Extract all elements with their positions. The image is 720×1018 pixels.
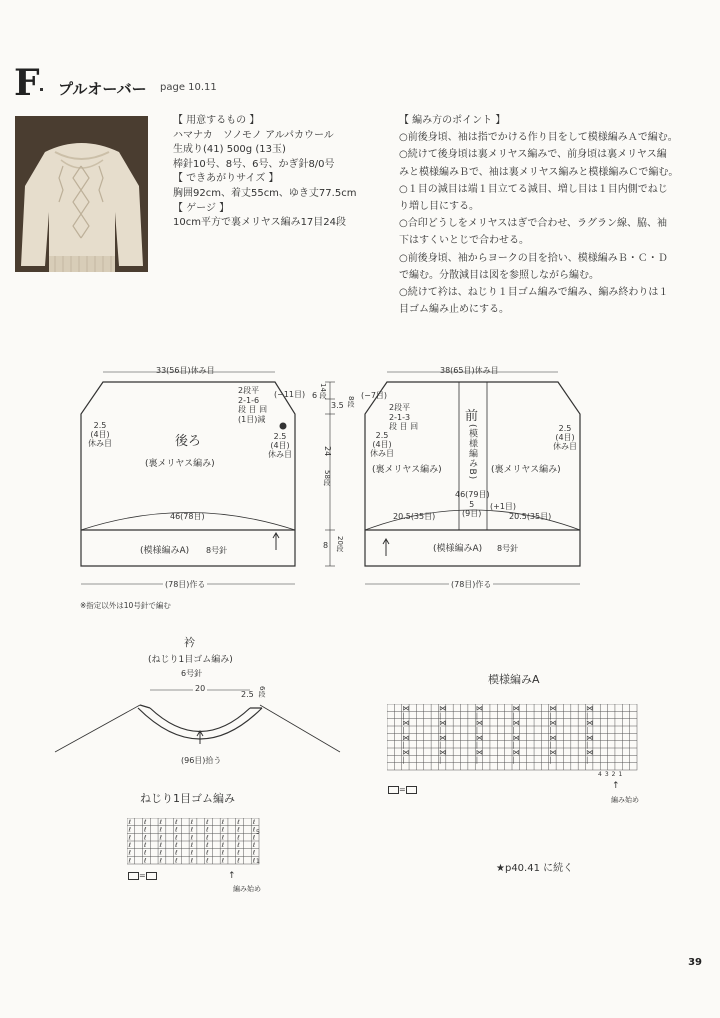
- twisted-knit-symbol: ℓ: [190, 826, 194, 834]
- materials-line: 胸囲92cm、着丈55cm、ゆき丈77.5cm: [173, 187, 357, 199]
- materials-line: ハマナカ ソノモノ アルパカウール: [173, 129, 334, 141]
- front-left-width: 20.5(35目): [393, 512, 436, 521]
- twisted-knit-symbol: ℓ: [206, 826, 209, 834]
- points-line: り増し目にする。: [399, 201, 479, 213]
- back-marker-dot: [280, 423, 287, 430]
- twisted-knit-symbol: ℓ: [237, 826, 240, 834]
- pattern-a-symbol: |: [475, 741, 479, 750]
- twisted-knit-symbol: ℓ: [237, 819, 240, 826]
- points-line: みと模様編みＢで、袖は裏メリヤス編みと模様編みＣで編む。: [399, 166, 679, 178]
- pattern-a-symbol: ⋈: [475, 719, 483, 728]
- points-line: ○前後身頃、袖からヨークの目を拾い、模様編みＢ・Ｃ・Ｄ: [399, 252, 668, 264]
- back-dec-count: (−11目): [274, 390, 306, 399]
- side-dim-4-rows: 20段: [336, 536, 344, 552]
- back-width: 46(78目): [170, 512, 205, 521]
- twisted-knit-symbol: ℓ: [190, 842, 194, 849]
- page-reference: page 10.11: [160, 82, 217, 93]
- side-dim-1-rows: 14段: [319, 383, 327, 399]
- twisted-knit-symbol: ℓ: [128, 826, 131, 834]
- pattern-a-symbol: ⋈: [475, 733, 483, 742]
- twisted-knit-symbol: ℓ: [175, 834, 178, 842]
- side-dim-3: 24: [323, 446, 332, 457]
- front-rib-needle: 8号針: [497, 544, 519, 553]
- twisted-knit-symbol: ℓ: [237, 834, 240, 842]
- rib-chart-title: ねじり1目ゴム編み: [140, 792, 235, 805]
- twisted-knit-symbol: ℓ: [252, 834, 256, 842]
- pattern-a-symbol: ⋈: [586, 704, 594, 713]
- pattern-a-symbol: ⋈: [512, 733, 520, 742]
- pattern-a-symbol: ⋈: [512, 704, 520, 713]
- pattern-a-symbol: |: [586, 711, 589, 720]
- points-line: 目ゴム編み止めにする。: [399, 304, 509, 316]
- side-dim-1: 6: [312, 391, 318, 400]
- collar-needle: 6号針: [181, 669, 203, 678]
- twisted-knit-symbol: ℓ: [175, 857, 178, 865]
- continued-note: ★p40.41 に続く: [496, 863, 574, 874]
- front-width: 46(79目): [455, 490, 490, 499]
- points-line: ○続けて後身頃は裏メリヤス編みで、前身頃は裏メリヤス編: [399, 149, 667, 161]
- twisted-knit-symbol: ℓ: [159, 842, 163, 849]
- twisted-knit-symbol: ℓ: [175, 849, 178, 857]
- pattern-a-symbol: ⋈: [512, 719, 520, 728]
- pattern-a-symbol: |: [586, 741, 589, 750]
- front-right-rest: 2.5 (4目) 休み目: [553, 424, 577, 451]
- back-rib-needle: 8号針: [206, 546, 228, 555]
- collar-depth: 2.5: [241, 690, 254, 699]
- front-panel: (模様編みB): [467, 424, 477, 481]
- front-left-rest: 2.5 (4目) 休み目: [370, 431, 394, 458]
- points-line: ○前後身頃、袖は指でかける作り目をして模様編みＡで編む。: [399, 132, 678, 144]
- twisted-knit-symbol: ℓ: [237, 849, 240, 857]
- pattern-a-symbol: ⋈: [549, 733, 557, 742]
- pattern-a-symbol: ⋈: [402, 733, 410, 742]
- twisted-knit-symbol: ℓ: [221, 826, 225, 834]
- twisted-knit-symbol: ℓ: [221, 842, 225, 849]
- materials-line: 【 ゲージ 】: [173, 202, 230, 214]
- back-left-rest: 2.5 (4目) 休み目: [88, 421, 112, 448]
- twisted-knit-symbol: ℓ: [159, 819, 163, 826]
- pattern-a-symbol: |: [402, 711, 405, 720]
- rib-start-arrow: ↑: [228, 871, 236, 881]
- front-right-stitch: (裏メリヤス編み): [491, 465, 561, 475]
- pattern-a-col-nums: 4321: [598, 771, 626, 778]
- pattern-a-symbol: |: [438, 726, 442, 735]
- twisted-knit-symbol: ℓ: [206, 849, 209, 857]
- rib-start-label: 編み始め: [233, 885, 261, 893]
- twisted-knit-symbol: ℓ: [206, 842, 209, 849]
- pattern-a-symbol: ⋈: [586, 733, 594, 742]
- back-rib-label: (模様編みA): [140, 546, 190, 556]
- materials-line: 10cm平方で裏メリヤス編み17目24段: [173, 217, 347, 229]
- twisted-knit-symbol: ℓ: [252, 857, 256, 865]
- pattern-a-start-arrow: ↑: [612, 781, 620, 791]
- twisted-knit-symbol: ℓ: [175, 819, 178, 826]
- collar-width: 20: [195, 684, 206, 693]
- pattern-a-symbol: |: [549, 711, 552, 720]
- points-line: 【 編み方のポイント 】: [399, 115, 506, 126]
- twisted-knit-symbol: ℓ: [144, 834, 147, 842]
- pattern-a-symbol: ⋈: [586, 719, 594, 728]
- points-line: で編む。分散減目は図を参照しながら編む。: [399, 269, 599, 281]
- twisted-knit-symbol: ℓ: [159, 826, 163, 834]
- twisted-knit-symbol: ℓ: [221, 857, 225, 865]
- pattern-a-symbol: |: [402, 741, 405, 750]
- pattern-a-symbol: |: [549, 755, 552, 764]
- twisted-knit-symbol: ℓ: [237, 857, 240, 865]
- back-stitch: (裏メリヤス編み): [145, 459, 215, 469]
- twisted-knit-symbol: ℓ: [144, 842, 147, 849]
- materials-line: 生成り(41) 500g (13玉): [173, 144, 286, 156]
- twisted-knit-symbol: ℓ: [221, 834, 225, 842]
- section-letter: F: [14, 62, 40, 104]
- front-center-width: 5 (9目): [462, 500, 482, 518]
- materials-line: 【 用意するもの 】: [173, 115, 260, 126]
- pattern-a-symbol: ⋈: [402, 704, 410, 713]
- collar-depth-rows: 6段: [258, 686, 266, 698]
- front-right-width: 20.5(35目): [509, 512, 552, 521]
- pattern-a-symbol: |: [549, 726, 552, 735]
- pattern-a-symbol: ⋈: [586, 748, 594, 757]
- points-line: ○合印どうしをメリヤスはぎで合わせ、ラグラン線、脇、袖: [399, 218, 668, 230]
- collar-pickup: (96目)拾う: [181, 756, 222, 765]
- pattern-a-symbol: ⋈: [475, 704, 483, 713]
- twisted-knit-symbol: ℓ: [252, 842, 256, 849]
- pattern-a-symbol: |: [438, 711, 442, 720]
- twisted-knit-symbol: ℓ: [206, 857, 209, 865]
- twisted-knit-symbol: ℓ: [128, 857, 131, 865]
- back-cast-on: (78目)作る: [165, 580, 206, 589]
- twisted-knit-symbol: ℓ: [237, 842, 240, 849]
- pattern-a-symbol: |: [402, 755, 405, 764]
- pattern-a-symbol: ⋈: [549, 719, 557, 728]
- twisted-knit-symbol: ℓ: [159, 849, 163, 857]
- twisted-knit-symbol: ℓ: [144, 826, 147, 834]
- pattern-a-title: 模様編みA: [488, 673, 540, 686]
- needle-note: ※指定以外は10号針で編む: [80, 601, 171, 610]
- twisted-knit-symbol: ℓ: [144, 857, 147, 865]
- front-decrease: 2段平 2-1-3 段 目 回: [389, 403, 419, 431]
- back-top-dim: 33(56目)休み目: [156, 366, 215, 375]
- front-cast-on: (78目)作る: [451, 580, 492, 589]
- side-dim-2: 3.5: [331, 401, 344, 410]
- pattern-a-symbol: |: [586, 726, 589, 735]
- side-dim-3-rows: 58段: [323, 470, 331, 486]
- pattern-a-symbol: ⋈: [549, 704, 557, 713]
- pattern-a-symbol: |: [586, 755, 589, 764]
- pattern-a-symbol: |: [475, 726, 479, 735]
- pattern-a-symbol: |: [438, 741, 442, 750]
- pattern-a-symbol: ⋈: [438, 704, 446, 713]
- twisted-knit-symbol: ℓ: [206, 834, 209, 842]
- pattern-a-symbol: ⋈: [438, 733, 446, 742]
- twisted-knit-symbol: ℓ: [252, 819, 256, 826]
- twisted-knit-symbol: ℓ: [175, 842, 178, 849]
- twisted-knit-symbol: ℓ: [175, 826, 178, 834]
- front-dec-count: (−7目): [361, 391, 388, 400]
- pattern-a-symbol: |: [475, 711, 479, 720]
- points-line: ○１目の減目は端１目立てる減目、増し目は１目内側でねじ: [399, 183, 668, 195]
- rib-row-num-1: 1: [256, 858, 260, 865]
- pattern-a-symbol: |: [402, 726, 405, 735]
- materials-line: 【 できあがりサイズ 】: [173, 173, 279, 185]
- pattern-a-symbol: ⋈: [438, 719, 446, 728]
- pattern-a-start-label: 編み始め: [611, 796, 639, 804]
- twisted-knit-symbol: ℓ: [190, 819, 194, 826]
- pattern-a-symbol: ⋈: [438, 748, 446, 757]
- twisted-knit-symbol: ℓ: [128, 842, 131, 849]
- back-right-rest: 2.5 (4目) 休み目: [268, 432, 292, 459]
- back-title: 後ろ: [175, 434, 202, 449]
- pattern-a-symbol: ⋈: [512, 748, 520, 757]
- front-left-stitch: (裏メリヤス編み): [372, 465, 442, 475]
- side-dim-4: 8: [323, 541, 329, 550]
- points-line: 下はすくいとじで合わせる。: [399, 235, 529, 247]
- pattern-a-legend: =: [388, 785, 417, 794]
- twisted-knit-symbol: ℓ: [190, 849, 194, 857]
- twisted-knit-symbol: ℓ: [159, 857, 163, 865]
- pattern-a-symbol: ⋈: [549, 748, 557, 757]
- pattern-a-symbol: |: [512, 755, 515, 764]
- pattern-title: プルオーバー: [58, 80, 147, 98]
- pattern-a-symbol: ⋈: [402, 748, 410, 757]
- twisted-knit-symbol: ℓ: [221, 819, 225, 826]
- twisted-knit-symbol: ℓ: [206, 819, 209, 826]
- twisted-knit-symbol: ℓ: [144, 819, 147, 826]
- twisted-knit-symbol: ℓ: [128, 819, 131, 826]
- twisted-knit-symbol: ℓ: [159, 834, 163, 842]
- pattern-a-symbol: ⋈: [475, 748, 483, 757]
- rib-legend: =: [128, 871, 157, 880]
- twisted-knit-symbol: ℓ: [144, 849, 147, 857]
- page-number: 39: [688, 957, 702, 968]
- pattern-a-symbol: |: [512, 741, 515, 750]
- twisted-knit-symbol: ℓ: [221, 849, 225, 857]
- pattern-a-symbol: |: [512, 711, 515, 720]
- twisted-knit-symbol: ℓ: [128, 834, 131, 842]
- rib-row-num-5: 5: [256, 829, 260, 836]
- front-increase: (+1目): [490, 502, 517, 511]
- points-line: ○続けて衿は、ねじり１目ゴム編みで編み、編み終わりは１: [399, 287, 669, 299]
- twisted-knit-symbol: ℓ: [252, 849, 256, 857]
- pattern-a-symbol: |: [512, 726, 515, 735]
- front-rib-label: (模様編みA): [433, 544, 483, 554]
- twisted-knit-symbol: ℓ: [128, 849, 131, 857]
- side-dim-2-rows: 8段: [347, 396, 355, 408]
- twisted-knit-symbol: ℓ: [190, 834, 194, 842]
- twisted-knit-symbol: ℓ: [252, 826, 256, 834]
- back-decrease: 2段平 2-1-6 段 目 回 (1目)減: [238, 386, 268, 424]
- materials-line: 棒針10号、8号、6号、かぎ針8/0号: [173, 158, 335, 170]
- front-top-dim: 38(65目)休み目: [440, 366, 499, 375]
- pattern-a-symbol: ⋈: [402, 719, 410, 728]
- pattern-a-symbol: |: [549, 741, 552, 750]
- rib-chart-grid: [127, 818, 267, 868]
- twisted-knit-symbol: ℓ: [190, 857, 194, 865]
- collar-stitch: (ねじり1目ゴム編み): [148, 655, 233, 665]
- front-title: 前: [465, 409, 479, 424]
- collar-title: 衿: [184, 636, 195, 649]
- pattern-a-symbol: |: [475, 755, 479, 764]
- pattern-a-symbol: |: [438, 755, 442, 764]
